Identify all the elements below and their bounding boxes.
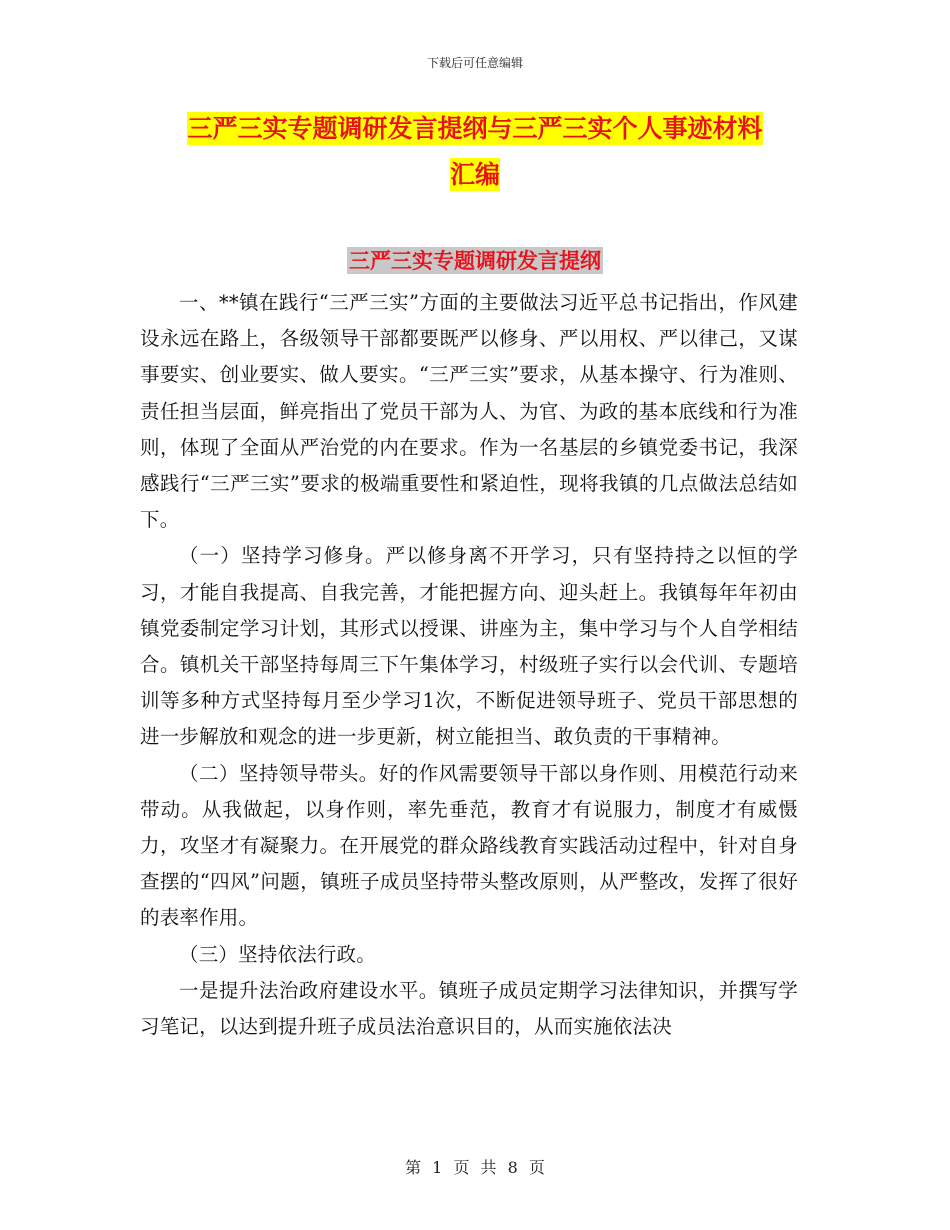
document-body (140, 285, 798, 1045)
paragraph-1: 一、**镇在践行“三严三实”方面的主要做法习近平总书记指出，作风建设永远在路上，各级领导干部都要既严以修身、严以用权、严以律己，又谋事要实、创业要实、做人要实。“三严三实”要求，从基本操守、行为准则、责任担当层面，鲜亮指出了党员干部为人、为官、为政的基本底线和行为准则，体现了全面从严治党的内在要求。作为一名基层的乡镇党委书记，我深感践行“三严三实”要求的极端重要性和紧迫性，现将我镇的几点做法总结如下。 (140, 291, 798, 532)
paragraph-4: （三）坚持依法行政。 (179, 942, 377, 966)
section-title-highlight: 三严三实专题调研发言提纲 (349, 248, 601, 273)
header-note: 下载后可任意编辑 (426, 56, 523, 70)
paragraph-5: 一是提升法治政府建设水平。镇班子成员定期学习法律知识，并撰写学习笔记，以达到提升班子成员法治意识目的，从而实施依法决 (140, 978, 798, 1039)
paragraph-3: （二）坚持领导带头。好的作风需要领导干部以身作则、用模范行动来带动。从我做起，以身作则，率先垂范，教育才有说服力，制度才有威慑力，攻坚才有凝聚力。在开展党的群众路线教育实践活动过程中，针对自身查摆的“四风”问题，镇班子成员坚持带头整改原则，从严整改，发挥了很好的表率作用。 (140, 761, 798, 930)
document-title-line-1 (140, 111, 810, 147)
section-title (140, 246, 810, 276)
paragraph-2: （一）坚持学习修身。严以修身离不开学习，只有坚持持之以恒的学习，才能自我提高、自我完善，才能把握方向、迎头赶上。我镇每年年初由镇党委制定学习计划，其形式以授课、讲座为主，集中学习与个人自学相结合。镇机关干部坚持每周三下午集体学习，村级班子实行以会代训、专题培训等多种方式坚持每月至少学习1次，不断促进领导班子、党员干部思想的进一步解放和观念的进一步更新，树立能担当、敢负责的干事精神。 (140, 544, 798, 749)
page-footer: 第 1 页 共 8 页 (405, 1158, 545, 1177)
title-highlight-2: 汇编 (449, 160, 500, 189)
title-highlight-1: 三严三实专题调研发言提纲与三严三实个人事迹材料 (187, 114, 763, 143)
document-title-line-2 (140, 157, 810, 193)
